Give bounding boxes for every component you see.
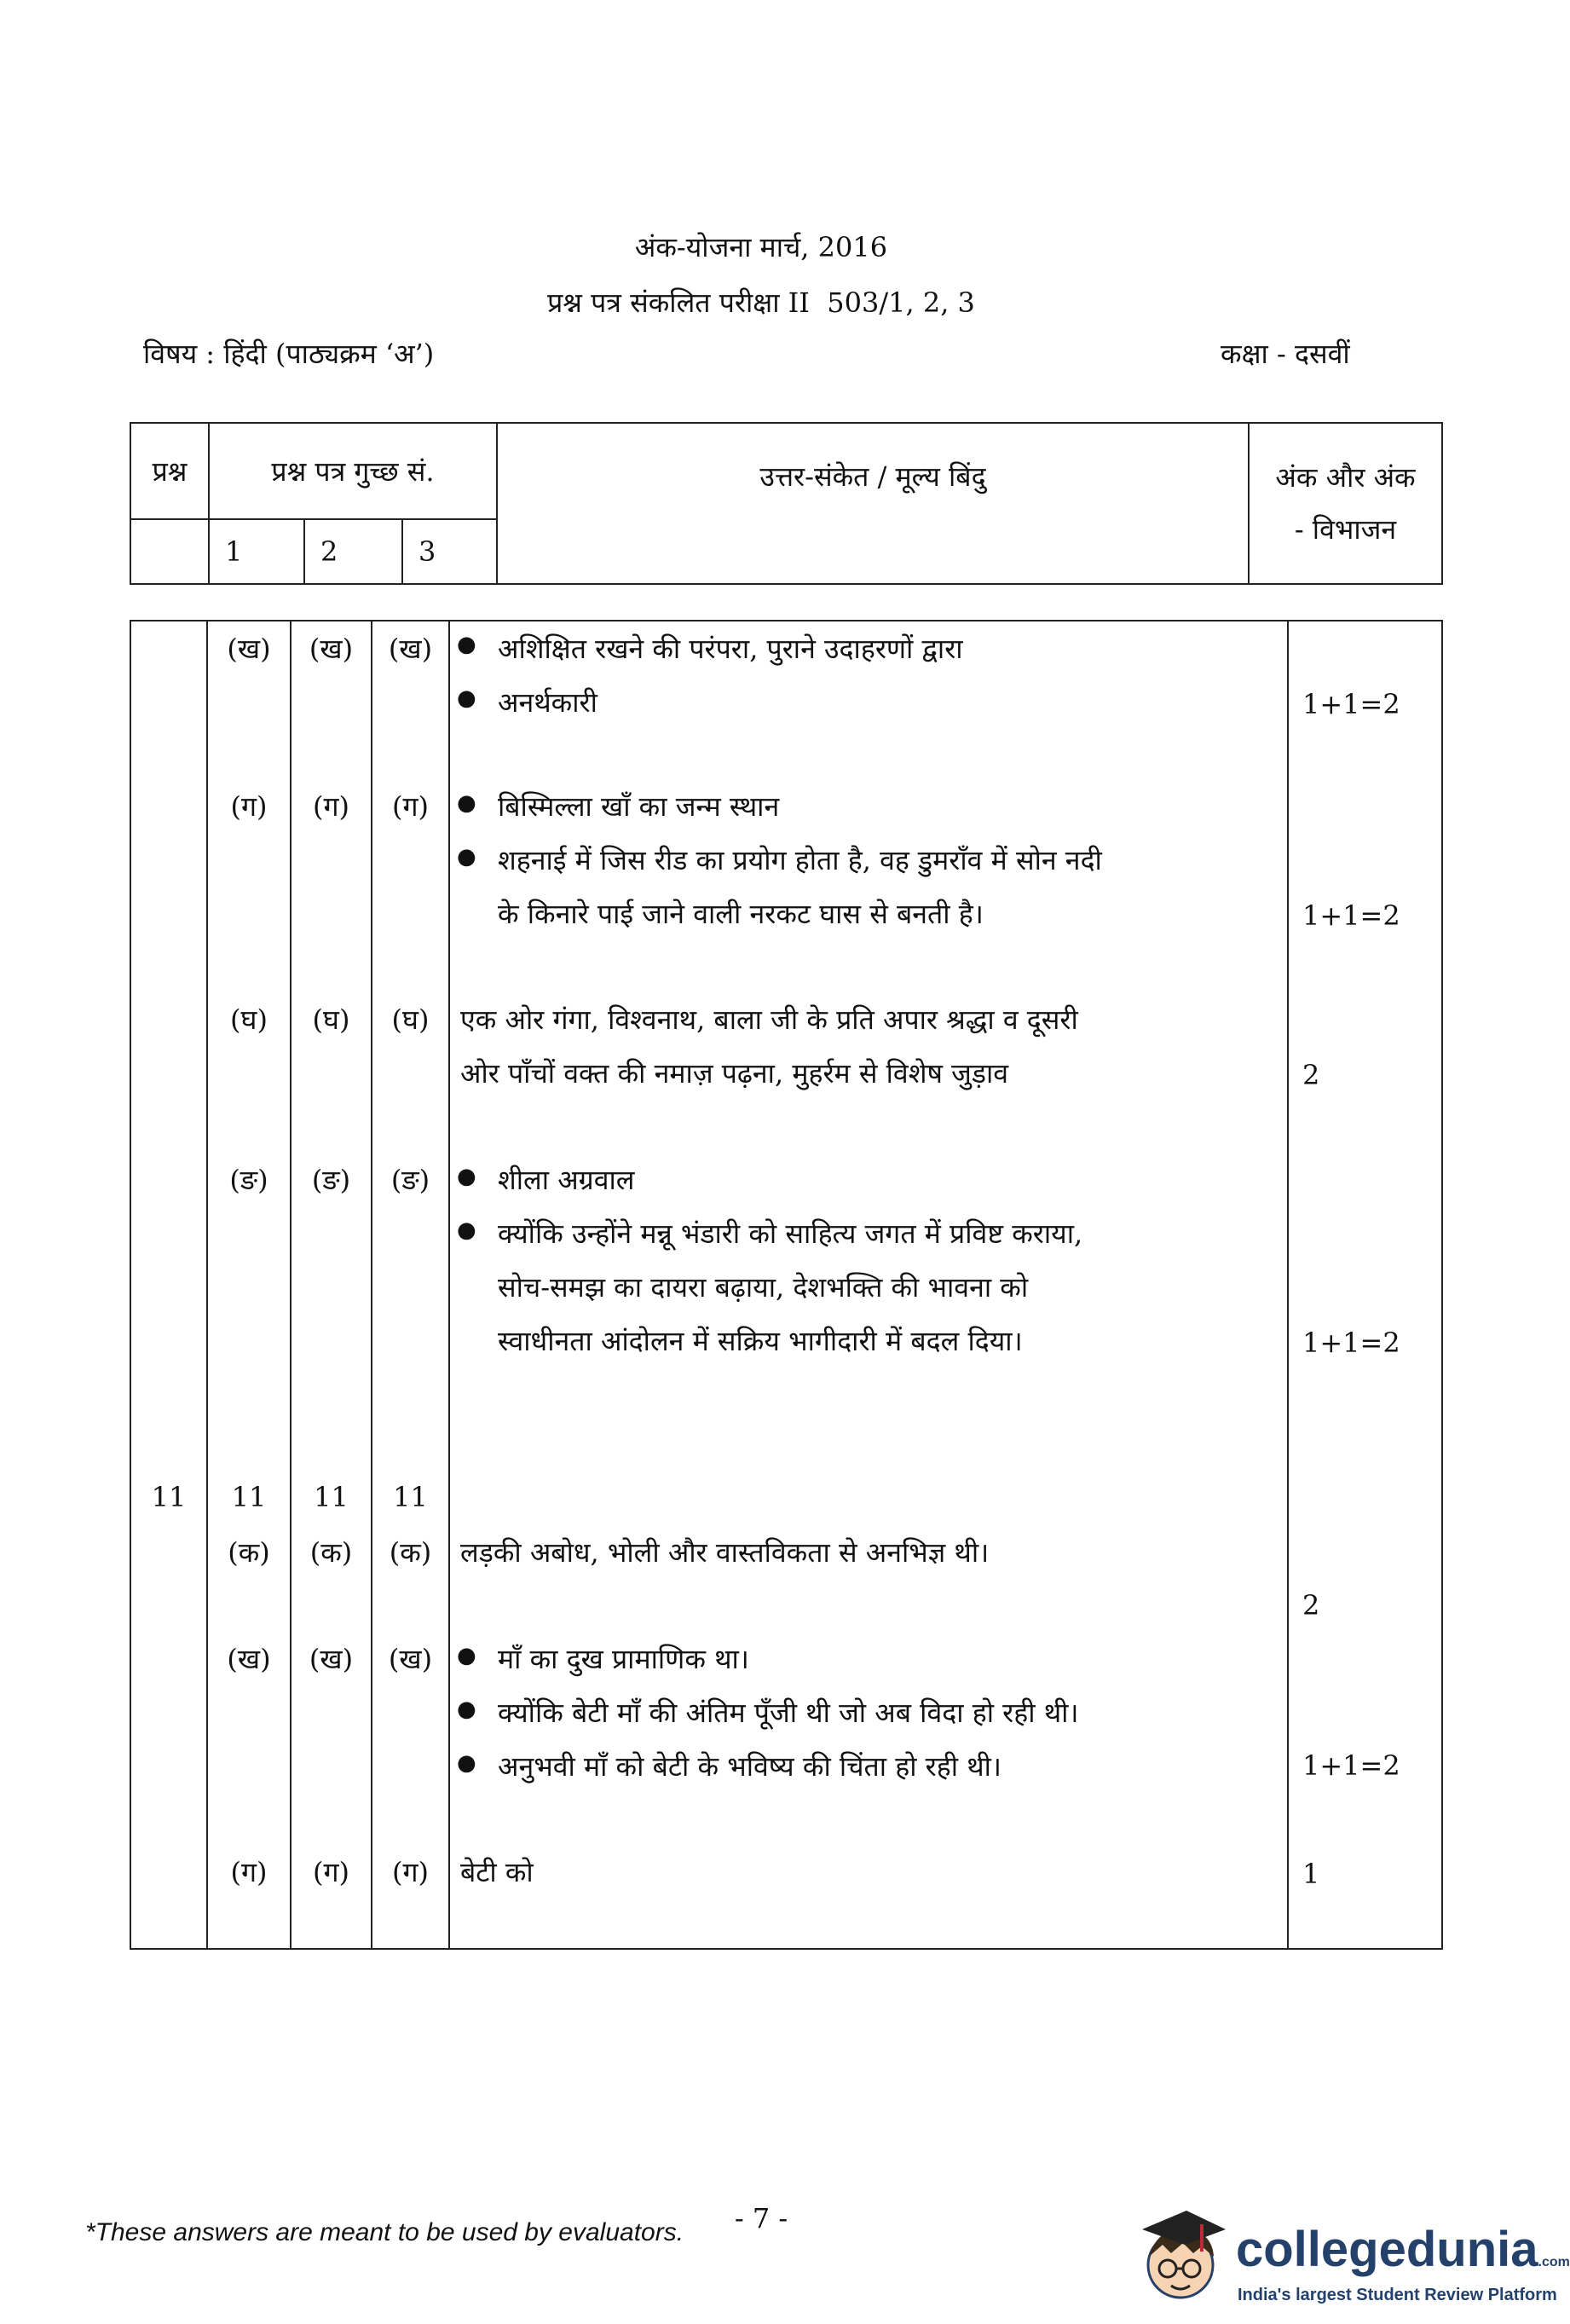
answer-line: अनर्थकारी [498, 686, 597, 719]
marks: 1 [1302, 1858, 1320, 1890]
answer-line: बेटी को [460, 1856, 534, 1888]
answer-line: अशिक्षित रखने की परंपरा, पुराने उदाहरणों द्वारा [498, 633, 963, 665]
subject-label: विषय : हिंदी (पाठ्यक्रम ‘अ’) [143, 338, 435, 370]
set1-label: (ख) [227, 1643, 271, 1675]
marks: 1+1=2 [1302, 1327, 1400, 1359]
set2-qnum: 11 [314, 1481, 349, 1513]
answer-line: माँ का दुख प्रामाणिक था। [498, 1643, 749, 1675]
class-label: कक्षा - दसवीं [1221, 338, 1350, 370]
set1-label: (ङ) [229, 1164, 268, 1196]
marks: 2 [1302, 1059, 1320, 1091]
col-question: प्रश्न [130, 423, 209, 519]
set3-label: (ख) [388, 1643, 433, 1675]
collegedunia-logo [1134, 2204, 1570, 2315]
answer-line: शहनाई में जिस रीड का प्रयोग होता है, वह डुमराँव में सोन नदी [498, 844, 1102, 876]
bullet-icon: ● [457, 1750, 476, 1776]
set3-label: (ङ) [390, 1164, 430, 1196]
bullet-icon: ● [457, 790, 476, 816]
set3-qnum: 11 [393, 1481, 428, 1513]
answer-line: अनुभवी माँ को बेटी के भविष्य की चिंता हो रही थी। [498, 1750, 1002, 1783]
set3-label: (ग) [392, 790, 429, 823]
answer-line: लड़की अबोध, भोली और वास्तविकता से अनभिज्ञ थी। [460, 1536, 990, 1569]
set-num-3: 3 [402, 519, 497, 584]
set1-label: (ग) [230, 790, 268, 823]
set2-label: (क) [309, 1536, 353, 1569]
answer-line: शीला अग्रवाल [498, 1164, 635, 1196]
answer-line: बिस्मिल्ला खाँ का जन्म स्थान [498, 790, 780, 823]
set-num-2: 2 [304, 519, 402, 584]
set1-label: (क) [228, 1536, 270, 1569]
page-number: - 7 - [734, 2202, 788, 2234]
answer-line: क्योंकि उन्होंने मन्नू भंडारी को साहित्य जगत में प्रविष्ट कराया, [498, 1217, 1083, 1250]
marks: 2 [1302, 1589, 1320, 1622]
set3-label: (ख) [388, 633, 433, 665]
bullet-icon: ● [457, 1164, 476, 1189]
set3-label: (ग) [392, 1856, 429, 1888]
answer-table [130, 620, 1443, 1950]
answer-line: एक ओर गंगा, विश्वनाथ, बाला जी के प्रति अपार श्रद्धा व दूसरी [460, 1003, 1078, 1036]
answer-line: ओर पाँचों वक्त की नमाज़ पढ़ना, मुहर्रम से विशेष जुड़ाव [460, 1057, 1009, 1090]
set1-label: (घ) [230, 1003, 268, 1036]
exam-code: प्रश्न पत्र संकलित परीक्षा II 503/1, 2, 3 [547, 286, 975, 319]
set-num-1: 1 [209, 519, 304, 584]
col-answer: उत्तर-संकेत / मूल्य बिंदु [497, 423, 1249, 584]
set2-label: (ङ) [311, 1164, 351, 1196]
bullet-icon: ● [457, 1217, 476, 1243]
col-marks: अंक और अंक - विभाजन [1249, 423, 1442, 584]
exam-title: अंक-योजना मार्च, 2016 [634, 231, 888, 263]
set3-label: (घ) [391, 1003, 430, 1036]
brand-tagline: India's largest Student Review Platform [1238, 2286, 1557, 2304]
marks: 1+1=2 [1302, 688, 1400, 720]
set2-label: (ग) [313, 790, 349, 823]
bullet-icon: ● [457, 685, 476, 711]
set1-label: (ग) [230, 1856, 268, 1888]
marks: 1+1=2 [1302, 1749, 1400, 1782]
answer-line: सोच-समझ का दायरा बढ़ाया, देशभक्ति की भावना को [498, 1271, 1029, 1304]
brand-name: collegedunia.com [1236, 2222, 1570, 2277]
answer-line: क्योंकि बेटी माँ की अंतिम पूँजी थी जो अब विदा हो रही थी। [498, 1697, 1079, 1729]
answer-line: स्वाधीनता आंदोलन में सक्रिय भागीदारी में बदल दिया। [498, 1325, 1023, 1357]
table-header [130, 422, 1443, 585]
set2-label: (ख) [309, 633, 354, 665]
bullet-icon: ● [457, 844, 476, 870]
evaluator-note: *These answers are meant to be used by evaluators. [85, 2218, 684, 2246]
bullet-icon: ● [457, 1643, 476, 1668]
col-question-empty [130, 519, 209, 584]
col-set: प्रश्न पत्र गुच्छ सं. [209, 423, 497, 519]
set3-label: (क) [389, 1536, 432, 1569]
set2-label: (ग) [313, 1856, 349, 1888]
set1-label: (ख) [227, 633, 271, 665]
mascot-icon [1134, 2204, 1227, 2315]
answer-line: के किनारे पाई जाने वाली नरकट घास से बनती है। [498, 898, 984, 930]
set1-qnum: 11 [231, 1481, 267, 1513]
set2-label: (घ) [312, 1003, 350, 1036]
marks: 1+1=2 [1302, 899, 1400, 932]
bullet-icon: ● [457, 1697, 476, 1722]
bullet-icon: ● [457, 632, 476, 657]
question-number: 11 [151, 1481, 187, 1513]
set2-label: (ख) [309, 1643, 354, 1675]
